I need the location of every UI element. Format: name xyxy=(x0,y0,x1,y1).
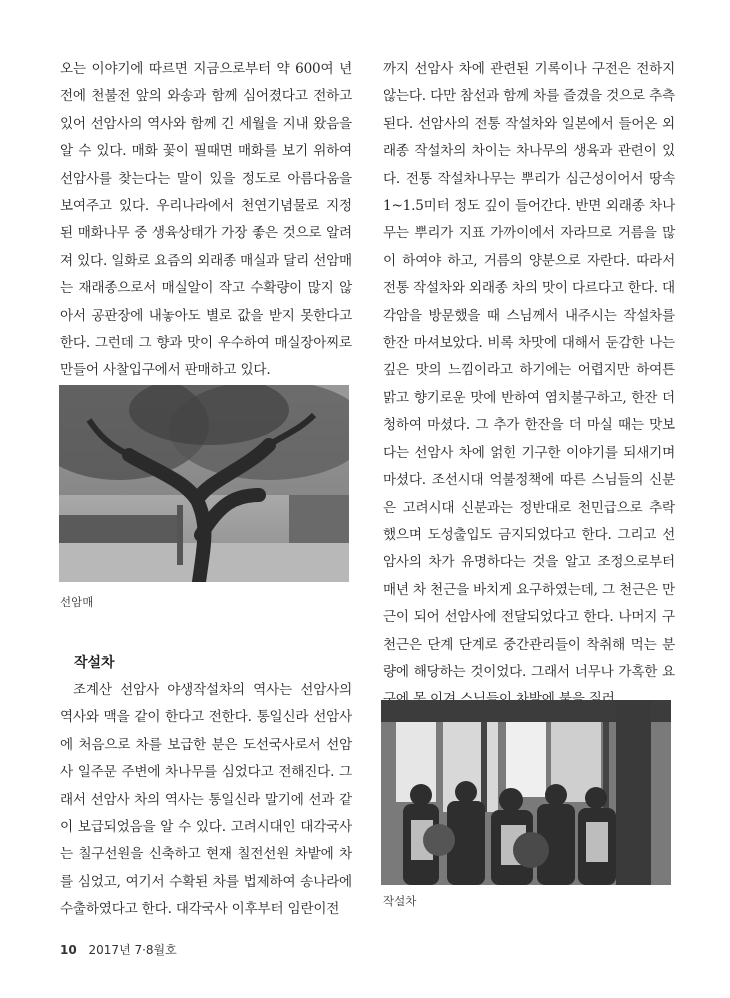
issue-label: 2017년 7·8월호 xyxy=(88,943,177,957)
left-column-bottom xyxy=(60,677,352,924)
page-footer xyxy=(60,941,177,958)
page-number: 10 xyxy=(60,943,77,957)
plum-tree-caption: 선암매 xyxy=(60,595,94,609)
tea-gathering-photo xyxy=(381,700,671,885)
body-paragraph: 오는 이야기에 따르면 지금으로부터 약 600여 년 전에 천불전 앞의 와송과 함께 심어졌다고 전하고 있어 선암사의 역사와 함께 긴 세월을 지내 왔음을 알 수 있다. 매화 꽃이 필때면 매화를 보기 위하여 선암사를 찾는다는 말이 있을 정도로 아름다움을 보여주고 있다. 우리나라에서 천연기념물로 지정된 매화나무 중 생육상태가 가장 좋은 것으로 알려져 있다. 일화로 요즘의 외래종 매실과 달리 선암매는 재래종으로서 매실알이 작고 수확량이 많지 않아서 공판장에 내놓아도 별로 값을 받지 못한다고 한다. 그런데 그 향과 맛이 우수하여 매실장아찌로 만들어 사찰입구에서 판매하고 있다. xyxy=(60,61,352,379)
section-title: 작설차 xyxy=(74,655,115,671)
body-paragraph: 조계산 선암사 야생작설차의 역사는 선암사의 역사와 맥을 같이 한다고 전한다. 통일신라 선암사에 처음으로 차를 보급한 분은 도선국사로서 선암사 일주문 주변에 차나무를 심었다고 전해진다. 그래서 선암사 차의 역사는 통일신라 말기에 선과 같이 보급되었음을 알 수 있다. 고려시대인 대각국사는 칠구선원을 신축하고 현재 칠전선원 차밭에 차를 심었고, 여기서 수확된 차를 법제하여 송나라에 수출하였다고 한다. 대각국사 이후부터 임란이전 xyxy=(60,682,352,918)
left-column-top xyxy=(60,56,352,385)
plum-tree-photo xyxy=(59,385,349,582)
right-column xyxy=(383,56,675,714)
tea-gathering-caption: 작설차 xyxy=(383,894,417,908)
body-paragraph: 까지 선암사 차에 관련된 기록이나 구전은 전하지 않는다. 다만 참선과 함께 차를 즐겼을 것으로 추측된다. 선암사의 전통 작설차와 일본에서 들어온 외래종 작설차의 차이는 차나무의 생육과 관련이 있다. 전통 작설차나무는 뿌리가 심근성이어서 땅속 1~1.5미터 정도 깊이 들어간다. 반면 외래종 차나무는 뿌리가 지표 가까이에서 자라므로 거름을 많이 하여야 하고, 거름의 양분으로 자란다. 따라서 전통 작설차와 외래종 차의 맛이 다르다고 한다. 대각암을 방문했을 때 스님께서 내주시는 작설차를 한잔 마셔보았다. 비록 차맛에 대해서 둔감한 나는 깊은 맛의 느낌이라고 하기에는 어렵지만 하여튼 맑고 향기로운 맛에 반하여 염치불구하고, 한잔 더 청하여 마셨다. 그 추가 한잔을 더 마실 때는 맛보다는 선암사 차에 얽힌 기구한 이야기를 되새기며 마셨다. 조선시대 억불정책에 따른 스님들의 신분은 고려시대 신분과는 정반대로 천민급으로 추락했으며 도성출입도 금지되었다고 한다. 그리고 선암사의 차가 유명하다는 것을 알고 조정으로부터 매년 차 천근을 바치게 요구하였는데, 그 천근은 만근이 되어 선암사에 전달되었다고 한다. 나머지 구천근은 단계 단계로 중간관리들이 착취해 먹는 분량에 해당하는 것이었다. 그래서 너무나 가혹한 요 xyxy=(383,61,675,680)
